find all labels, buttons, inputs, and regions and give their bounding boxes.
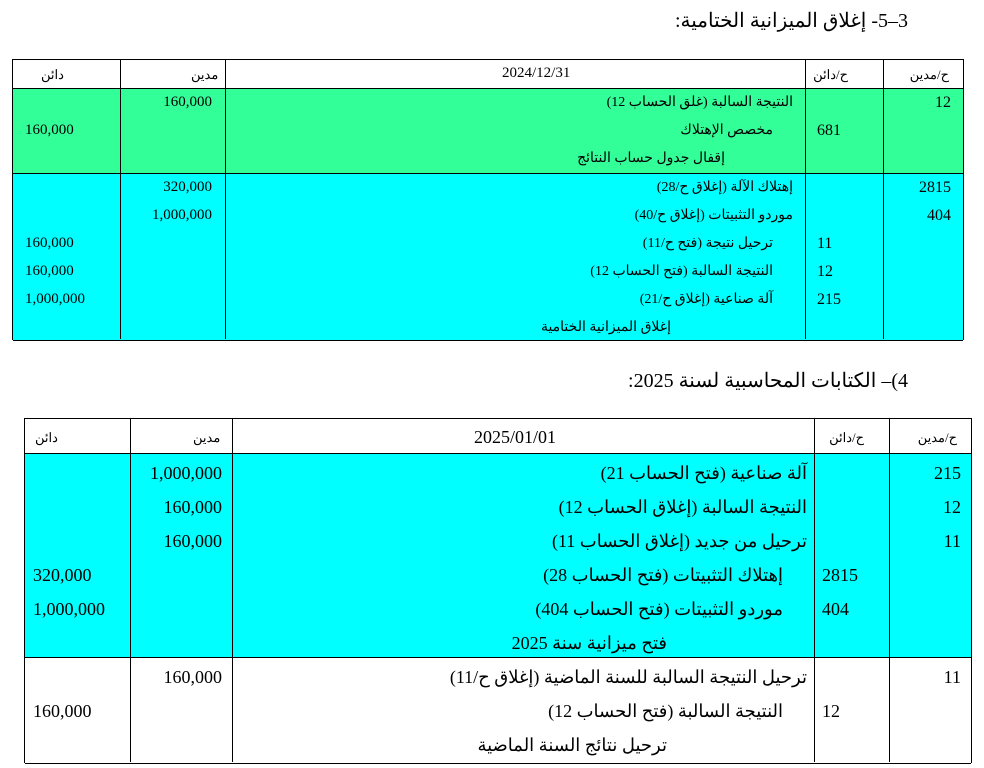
closing-entry-balance [13,174,963,341]
debit-account: 215 [934,463,961,483]
column-divider [883,60,884,339]
entry-line: فتح ميزانية سنة 2025 [511,633,667,653]
entry-line: النتيجة السالبة (إغلاق الحساب 12) [558,497,807,517]
closing-entry-results [13,89,963,174]
header-date: 2025/01/01 [474,427,557,447]
section-heading-closing-balance: 3–5- إغلاق الميزانية الختامية: [674,10,908,32]
column-divider [889,419,890,762]
credit-amount: 1,000,000 [33,599,105,619]
credit-account: 404 [822,599,849,619]
entry-line: إهتلاك الآلة (إغلاق ح/28) [656,180,793,195]
entry-line: إهتلاك التثبيتات (فتح الحساب 28) [543,565,783,585]
column-divider [120,60,121,339]
column-divider [232,419,233,762]
journal-table-2024 [12,59,964,340]
table-header-row [25,419,971,454]
debit-amount: 160,000 [163,497,222,517]
entry-line: ترحيل نتيجة (فتح ح/11) [642,236,773,251]
column-divider [814,419,815,762]
entry-line: موردو التثبيتات (إغلاق ح/40) [634,208,793,223]
entry-line: آلة صناعية (إغلاق ح/21) [639,292,773,307]
debit-amount: 320,000 [163,179,212,195]
credit-account: 12 [817,263,833,280]
debit-amount: 160,000 [163,531,222,551]
entry-line: النتيجة السالبة (فتح الحساب 12) [590,264,773,279]
credit-account: 681 [817,122,841,139]
debit-account: 404 [927,207,951,224]
credit-amount: 160,000 [25,263,74,279]
debit-account: 11 [943,667,961,687]
carry-forward-entry [25,658,971,764]
header-debit-account: ح/مدين [917,430,957,445]
header-credit-account: ح/دائن [829,430,864,445]
entry-line: موردو التثبيتات (فتح الحساب 404) [535,599,783,619]
column-divider [805,60,806,339]
debit-amount: 160,000 [163,667,222,687]
debit-account: 12 [935,94,951,111]
entry-line: ترحيل النتيجة السالبة للسنة الماضية (إغلاق ح/11) [449,667,807,687]
opening-entry-balance [25,454,971,658]
credit-amount: 160,000 [33,701,92,721]
credit-amount: 160,000 [25,235,74,251]
debit-account: 11 [943,531,961,551]
header-debit: مدين [193,430,221,445]
entry-line: ترحيل نتائج السنة الماضية [477,735,667,755]
header-credit: دائن [41,67,64,82]
credit-amount: 320,000 [33,565,92,585]
debit-account: 2815 [919,179,951,196]
debit-amount: 1,000,000 [150,463,222,483]
debit-amount: 160,000 [163,94,212,110]
credit-account: 12 [822,701,840,721]
entry-line: إقفال جدول حساب النتائج [577,151,725,166]
credit-account: 2815 [822,565,858,585]
debit-amount: 1,000,000 [152,207,212,223]
entry-line: ترحيل من جديد (إغلاق الحساب 11) [551,531,807,551]
table-header-row [13,60,963,89]
credit-amount: 1,000,000 [25,291,85,307]
entry-line: مخصص الإهتلاك [680,123,773,138]
header-credit: دائن [35,430,58,445]
section-heading-2025-entries: 4)– الكتابات المحاسبية لسنة 2025: [628,370,908,392]
entry-line: النتيجة السالبة (غلق الحساب 12) [606,95,793,110]
header-debit: مدين [191,67,219,82]
header-credit-account: ح/دائن [813,67,848,82]
header-debit-account: ح/مدين [909,67,949,82]
header-date: 2024/12/31 [502,65,571,81]
entry-line: آلة صناعية (فتح الحساب 21) [600,463,807,483]
debit-account: 12 [943,497,961,517]
entry-line: النتيجة السالبة (فتح الحساب 12) [548,701,783,721]
column-divider [130,419,131,762]
credit-account: 11 [817,235,833,252]
column-divider [225,60,226,339]
entry-line: إغلاق الميزانية الختامية [540,320,671,335]
credit-amount: 160,000 [25,122,74,138]
credit-account: 215 [817,291,841,308]
journal-table-2025 [24,418,972,763]
